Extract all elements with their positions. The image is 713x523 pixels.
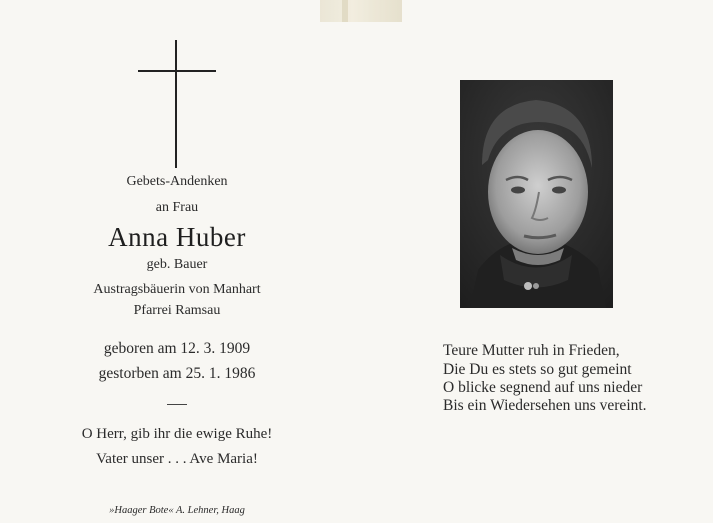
left-panel bbox=[40, 0, 314, 523]
verse-line-3: O blicke segnend auf uns nieder bbox=[443, 379, 643, 396]
salutation: an Frau bbox=[155, 200, 199, 215]
deceased-name: Anna Huber bbox=[108, 222, 246, 252]
verse-line-2: Die Du es stets so gut gemeint bbox=[443, 361, 632, 378]
parish: Pfarrei Ramsau bbox=[133, 303, 221, 318]
death-date: gestorben am 25. 1. 1986 bbox=[98, 365, 256, 382]
verse-line-4: Bis ein Wiedersehen uns vereint. bbox=[443, 397, 647, 414]
verse-line-1: Teure Mutter ruh in Frieden, bbox=[443, 342, 620, 359]
maiden-name: geb. Bauer bbox=[146, 257, 208, 272]
prayer-line-2: Vater unser . . . Ave Maria! bbox=[96, 451, 258, 467]
occupation: Austragsbäuerin von Manhart bbox=[93, 282, 261, 297]
tape-strip bbox=[320, 0, 402, 22]
birth-date: geboren am 12. 3. 1909 bbox=[103, 340, 251, 357]
prayer-line-1: O Herr, gib ihr die ewige Ruhe! bbox=[81, 426, 273, 442]
divider bbox=[167, 404, 187, 405]
portrait-icon bbox=[460, 80, 613, 308]
printer-credit: »Haager Bote« A. Lehner, Haag bbox=[109, 505, 245, 516]
portrait-photo bbox=[460, 80, 613, 308]
card-title: Gebets-Andenken bbox=[126, 174, 228, 189]
